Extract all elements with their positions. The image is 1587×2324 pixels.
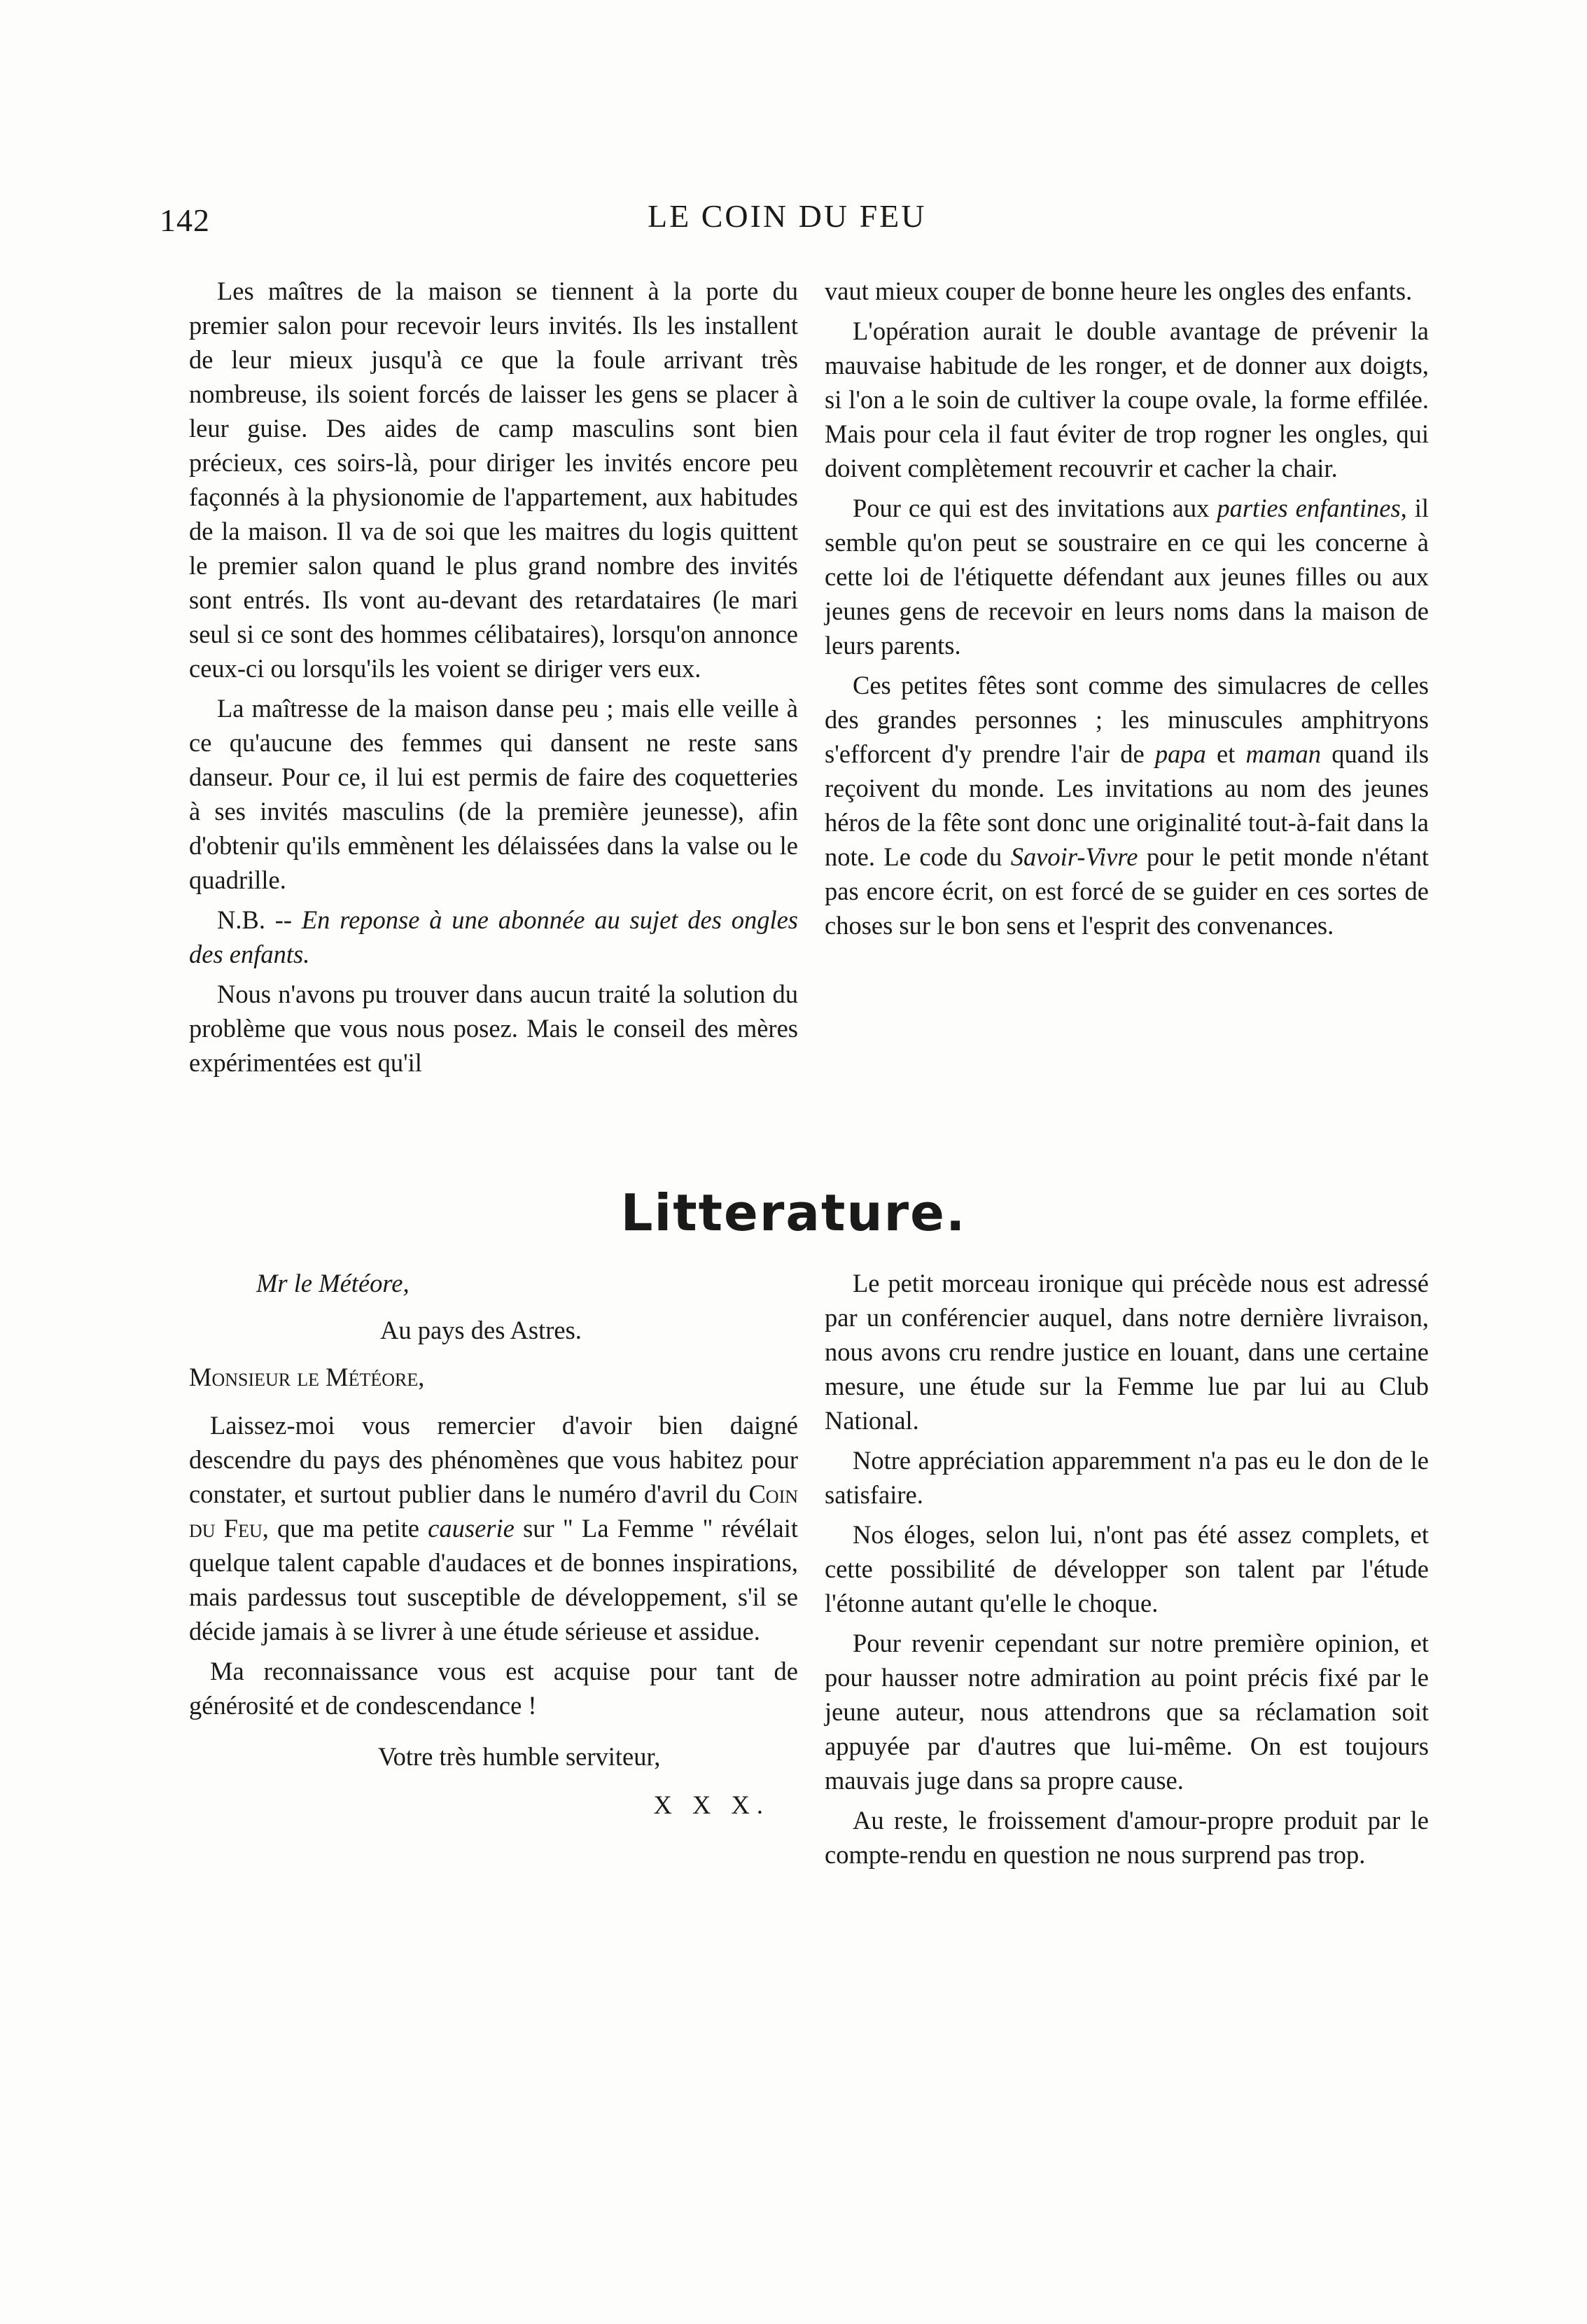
paragraph: Les maîtres de la maison se tiennent à la porte du premier salon pour recevoir leurs invités. Ils les installent de leur mieux jusqu'à ce que la foule arrivant très nombreuse, ils soient forcés de laisser les gens se placer à leur guise. Des aides de camp masculins sont bien précieux, ces soirs-là, pour diriger les invités encore peu façonnés à la physionomie de l'appartement, aux habitudes de la maison. Il va de soi que les maitres du logis quittent le premier salon quand le plus grand nombre des invités sont entrés. Ils vont au-devant des retardataires (le mari seul si ce sont des hommes célibataires), lorsqu'on annonce ceux-ci ou lorsqu'ils les voient se diriger vers eux. — [189, 277, 798, 683]
text-run: sur " La Femme " révélait quelque talent capable d'audaces et de bonnes inspirations, mais pardessus tout susceptible de développement, s'il se décide jamais à se livrer à une étude sérieuse et assidue. — [189, 1514, 799, 1645]
text-run: il semble qu'on peut se soustraire en ce qui les concerne à cette loi de l'étiquette défendant aux jeunes filles ou aux jeunes gens de recevoir en leurs noms dans la maison de leurs parents. — [825, 494, 1429, 660]
paragraph: La maîtresse de la maison danse peu ; mais elle veille à ce qu'aucune des femmes qui dansent ne reste sans danseur. Pour ce, il lui est permis de faire des coquetteries à ses invités masculins (de la première jeunesse), afin d'obtenir qu'ils emmènent les délaissées dans la valse ou le quadrille. — [189, 694, 798, 894]
text-run: pour le petit monde n'étant pas encore écrit, on est forcé de se guider en ces sortes de choses sur le bon sens et l'esprit des convenances. — [825, 842, 1429, 940]
nb-dash: -- — [274, 905, 293, 934]
top-right-column — [825, 274, 1429, 948]
paragraph: Pour revenir cependant sur notre première opinion, et pour hausser notre admiration au point précis fixé par le jeune auteur, nous attendrons que sa réclamation soit appuyée par d'autres que lui-même. On est toujours mauvais juge dans sa propre cause. — [825, 1629, 1429, 1795]
paragraph: Nous n'avons pu trouver dans aucun traité la solution du problème que vous nous posez. Mais le conseil des mères expérimentées est qu'il — [189, 980, 798, 1077]
italic-run: maman — [1245, 739, 1322, 768]
italic-run: Savoir-Vivre — [1010, 842, 1138, 871]
italic-run: causerie — [428, 1514, 515, 1543]
section-title: Litterature. — [620, 1183, 967, 1242]
letter-closing: Votre très humble serviteur, — [378, 1742, 661, 1771]
letter-signature: X X X. — [653, 1790, 770, 1819]
nb-paragraph — [189, 903, 798, 971]
top-left-column — [189, 274, 798, 1085]
italic-run: parties enfantines, — [1217, 494, 1407, 522]
text-run: quand ils reçoivent du monde. Les invitations au nom des jeunes héros de la fête sont donc une originalité tout-à-fait dans la note. Le code du — [825, 739, 1429, 871]
letter-salutation: Mr le Météore, — [256, 1269, 410, 1297]
response-column — [825, 1266, 1429, 1877]
page-number: 142 — [160, 202, 210, 238]
italic-run: papa — [1154, 739, 1206, 768]
letter-paragraph: Ma reconnaissance vous est acquise pour tant de générosité et de condescendance ! — [189, 1657, 798, 1720]
nb-note: En reponse à une abonnée au sujet des ongles des enfants. — [189, 905, 798, 968]
paragraph: L'opération aurait le double avantage de prévenir la mauvaise habitude de les ronger, et de donner aux doigts, si l'on a le soin de cultiver la coupe ovale, la forme effilée. Mais pour cela il faut éviter de trop rogner les ongles, qui doivent complètement recouvrir et cacher la chair. — [825, 316, 1429, 482]
small-caps-run: Coin du Feu, — [189, 1480, 799, 1543]
running-title: LE COIN DU FEU — [648, 198, 927, 234]
paragraph — [825, 491, 1429, 662]
nb-label: N.B. — [217, 905, 265, 934]
paragraph: Au reste, le froissement d'amour-propre produit par le compte-rendu en question ne nous surprend pas trop. — [825, 1806, 1429, 1869]
text-run: Pour ce qui est des invitations aux — [853, 494, 1210, 522]
text-run: Laissez-moi vous remercier d'avoir bien daigné descendre du pays des phénomènes que vous habitez pour constater, et surtout publier dans le numéro d'avril du — [189, 1411, 798, 1508]
paragraph: Le petit morceau ironique qui précède nous est adressé par un conférencier auquel, dans notre dernière livraison, nous avons cru rendre justice en louant, dans une certaine mesure, une étude sur la Femme lue par lui au Club National. — [825, 1269, 1429, 1435]
letter-column — [189, 1266, 798, 1828]
text-run: et — [1217, 739, 1236, 768]
text-run: que ma petite — [277, 1514, 419, 1543]
paragraph: Notre appréciation apparemment n'a pas eu le don de le satisfaire. — [825, 1446, 1429, 1509]
paragraph-continuation: vaut mieux couper de bonne heure les ongles des enfants. — [825, 277, 1413, 305]
letter-place: Au pays des Astres. — [380, 1316, 582, 1344]
paragraph: Nos éloges, selon lui, n'ont pas été assez complets, et cette possibilité de développer son talent par l'étude l'étonne autant qu'elle le choque. — [825, 1520, 1429, 1617]
text-run: Ces petites fêtes sont comme des simulacres de celles des grandes personnes ; les minuscules amphitryons s'efforcent d'y prendre l'air de — [825, 671, 1429, 768]
paragraph — [825, 668, 1429, 942]
letter-paragraph — [189, 1408, 798, 1648]
letter-address: Monsieur le Météore, — [189, 1363, 425, 1391]
